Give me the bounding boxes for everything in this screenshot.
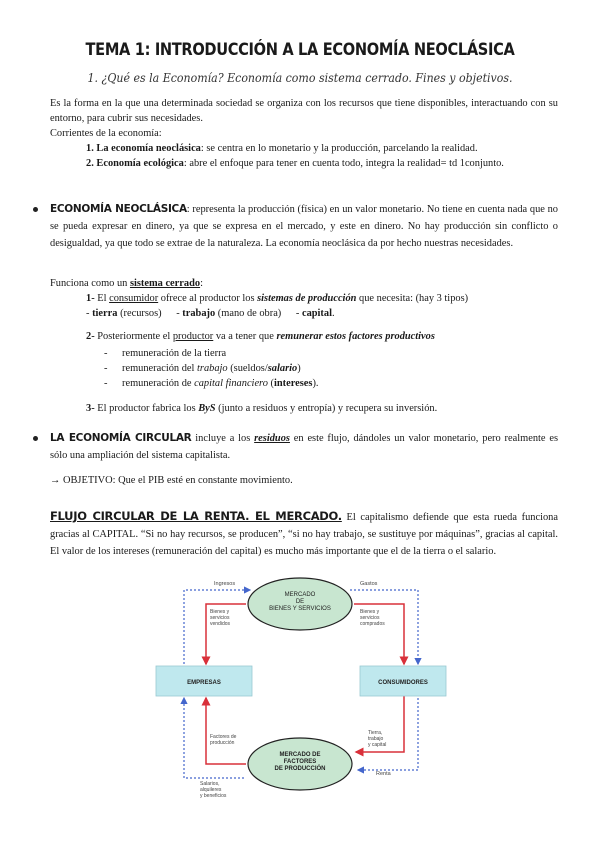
- tierra-trabajo-label-3: y capital: [368, 742, 387, 748]
- intro-paragraph: Es la forma en la que una determinada sociedad se organiza con los recursos que tiene disponibles, interactuando con su entorno, para cubrir sus necesidades.: [50, 98, 558, 124]
- remuneracion-item-2: - remuneración del trabajo (sueldos/salario): [104, 363, 301, 374]
- bienes-comprados-label-3: comprados: [360, 621, 385, 627]
- mercado-factores-label-3: DE PRODUCCIÓN: [274, 766, 326, 772]
- flujo-paragraph: FLUJO CIRCULAR DE LA RENTA. EL MERCADO. El capitalismo defiende que esta rueda funciona gracias al CAPITAL. “Si no hay recursos, se producen”, “si no hay trabajo, se sustituye por máquinas”, gracias al capital. El valor de los intereses (remuneración del capital) es mucho más importante que el de la tierra o el salario.: [50, 509, 558, 557]
- salarios-label-1: Salarios,: [200, 781, 220, 787]
- page-title: TEMA 1: INTRODUCCIÓN A LA ECONOMÍA NEOCLÁSICA: [85, 40, 515, 60]
- mercado-bienes-label-3: BIENES Y SERVICIOS: [269, 606, 331, 612]
- blue-flow-top-left: [184, 590, 250, 664]
- step-2: 2- Posteriormente el productor va a tener que remunerar estos factores productivos: [86, 331, 435, 342]
- bienes-vendidos-label-2: servicios: [210, 615, 230, 621]
- mercado-bienes-label-2: DE: [295, 599, 305, 605]
- bienes-vendidos-label-3: vendidos: [210, 621, 231, 627]
- bullet-icon: [33, 436, 38, 441]
- remuneracion-item-1: - remuneración de la tierra: [104, 348, 227, 359]
- factores-produccion-label-2: producción: [210, 740, 235, 746]
- renta-label: Renta: [376, 771, 391, 777]
- empresas-label: EMPRESAS: [187, 680, 221, 686]
- remuneracion-item-3: - remuneración de capital financiero (intereses).: [104, 378, 319, 389]
- mercado-factores-label-1: MERCADO DE: [279, 752, 321, 758]
- mercado-factores-label-2: FACTORES: [283, 759, 317, 765]
- red-flow-bottom-left: [206, 698, 246, 764]
- corrientes-label: Corrientes de la economía:: [50, 128, 162, 139]
- neoclasica-paragraph: ECONOMÍA NEOCLÁSICA: representa la producción (física) en un valor monetario. No tiene en cuenta nada que no se pueda expresar en dinero, ya que se expresa en el mercado, y este en dinero. No hay producción sin conflicto o desigualdad, ya que todo se extrae de la naturaleza. La economía neoclásica da por hecho nuestras necesidades.: [50, 203, 558, 249]
- corriente-item-1: 1. La economía neoclásica: se centra en lo monetario y la producción, parcelando la realidad.: [86, 143, 478, 154]
- section-subtitle: 1. ¿Qué es la Economía? Economía como sistema cerrado. Fines y objetivos.: [87, 70, 513, 85]
- step-1: 1- El consumidor ofrece al productor los sistemas de producción que necesita: (hay 3 tipos): [86, 293, 469, 304]
- funciona-line: Funciona como un sistema cerrado:: [50, 278, 203, 289]
- blue-flow-top-right: [350, 590, 418, 664]
- consumidores-label: CONSUMIDORES: [378, 680, 428, 686]
- bienes-comprados-label-2: servicios: [360, 615, 380, 621]
- gastos-label: Gastos: [360, 581, 378, 587]
- step-3: 3- El productor fabrica los ByS (junto a residuos y entropía) y recupera su inversión.: [86, 403, 438, 414]
- bienes-vendidos-label-1: Bienes y: [210, 609, 230, 615]
- circular-flow-diagram: [150, 574, 450, 800]
- tierra-trabajo-label-1: Tierra,: [368, 730, 383, 736]
- objetivo-line: → OBJETIVO: Que el PIB esté en constante movimiento.: [50, 475, 293, 486]
- bienes-comprados-label-1: Bienes y: [360, 609, 380, 615]
- bullet-icon: [33, 207, 38, 212]
- corriente-item-2: 2. Economía ecológica: abre el enfoque para tener en cuenta todo, integra la realidad= td 1conjunto.: [86, 158, 504, 169]
- salarios-label-3: y beneficios: [200, 793, 227, 799]
- factors-line: - tierra (recursos) - trabajo (mano de obra) - capital.: [86, 308, 335, 319]
- salarios-label-2: alquileres: [200, 787, 222, 793]
- mercado-bienes-label-1: MERCADO: [284, 592, 316, 598]
- circular-paragraph: LA ECONOMÍA CIRCULAR incluye a los residuos en este flujo, dándoles un valor monetario, pero realmente es sólo una ampliación del sistema capitalista.: [50, 432, 559, 461]
- factores-produccion-label-1: Factores de: [210, 734, 237, 740]
- tierra-trabajo-label-2: trabajo: [368, 736, 384, 742]
- ingresos-label: Ingresos: [214, 581, 236, 587]
- blue-flow-bottom-right: [358, 698, 418, 770]
